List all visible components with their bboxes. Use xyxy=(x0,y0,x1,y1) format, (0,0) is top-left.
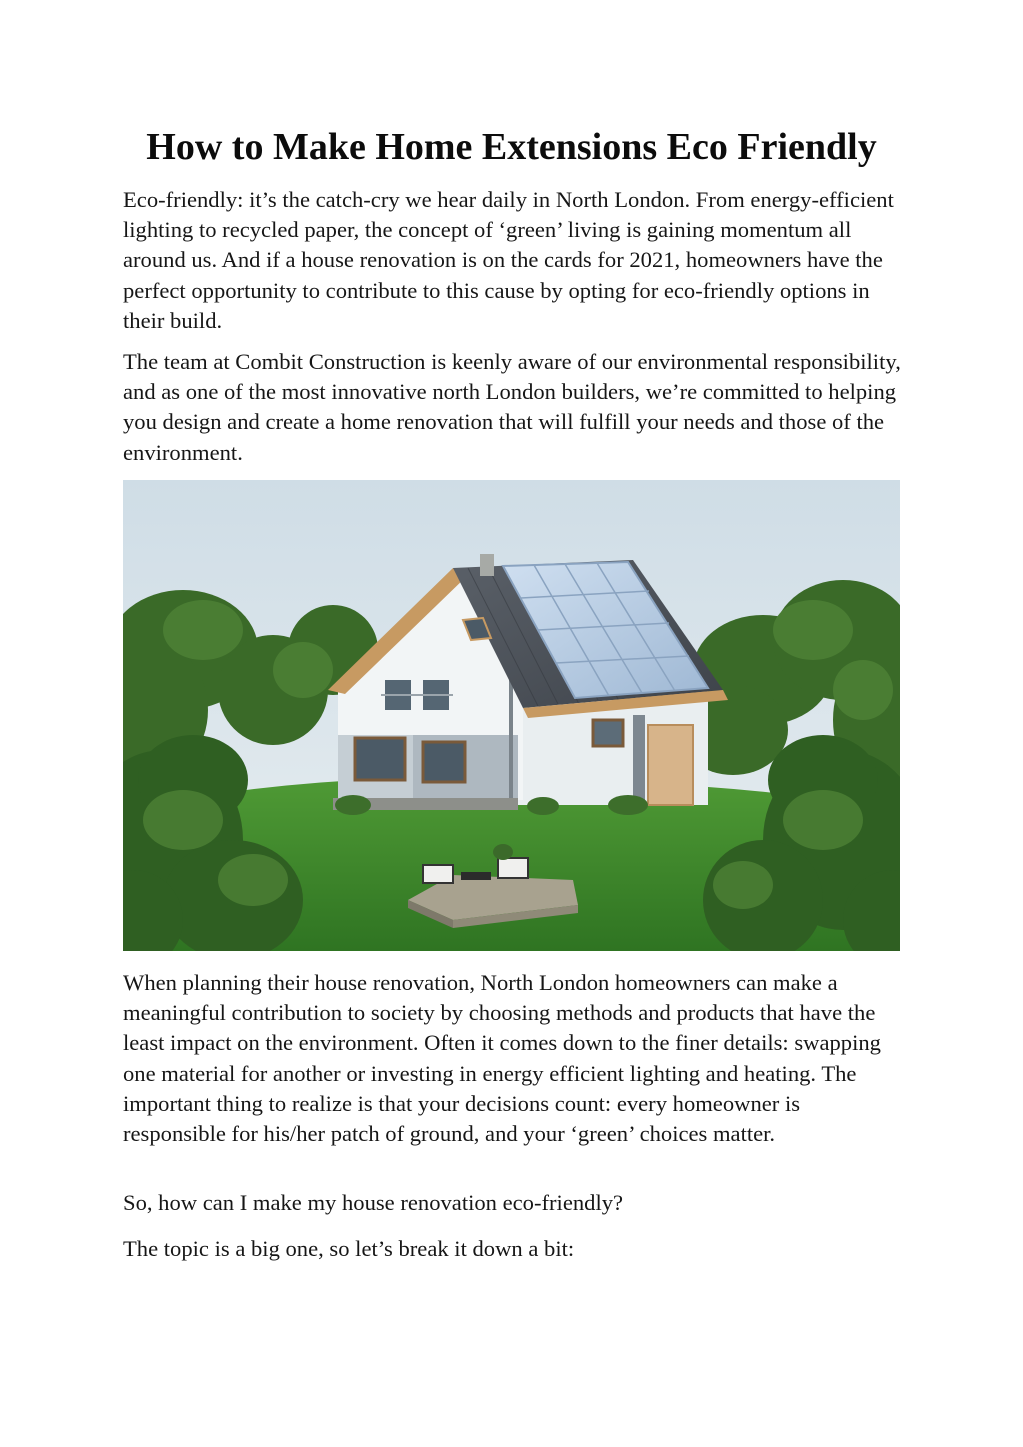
page-title: How to Make Home Extensions Eco Friendly xyxy=(146,126,877,168)
planning-paragraph: When planning their house renovation, North London homeowners can make a meaningful contribution to society by choosing methods and products that have the least impact on the environment. Often it comes down to the finer details: swapping one material for another or investing in energy efficient lighting and heating. The important thing to realize is that your decisions count: every homeowner is responsible for his/her patch of ground, and your ‘green’ choices matter. xyxy=(123,970,881,1147)
breakdown-paragraph: The topic is a big one, so let’s break it down a bit: xyxy=(123,1236,575,1261)
team-paragraph: The team at Combit Construction is keenly aware of our environmental responsibility, and as one of the most innovative north London builders, we’re committed to helping you design and create a home renovation that will fulfill your needs and those of the environment. xyxy=(123,349,901,465)
house-photo xyxy=(123,480,900,951)
question-paragraph: So, how can I make my house renovation eco-friendly? xyxy=(123,1190,624,1215)
intro-paragraph: Eco-friendly: it’s the catch-cry we hear daily in North London. From energy-efficient lighting to recycled paper, the concept of ‘green’ living is gaining momentum all around us. And if a house renovation is on the cards for 2021, homeowners have the perfect opportunity to contribute to this cause by opting for eco-friendly options in their build. xyxy=(123,187,894,333)
